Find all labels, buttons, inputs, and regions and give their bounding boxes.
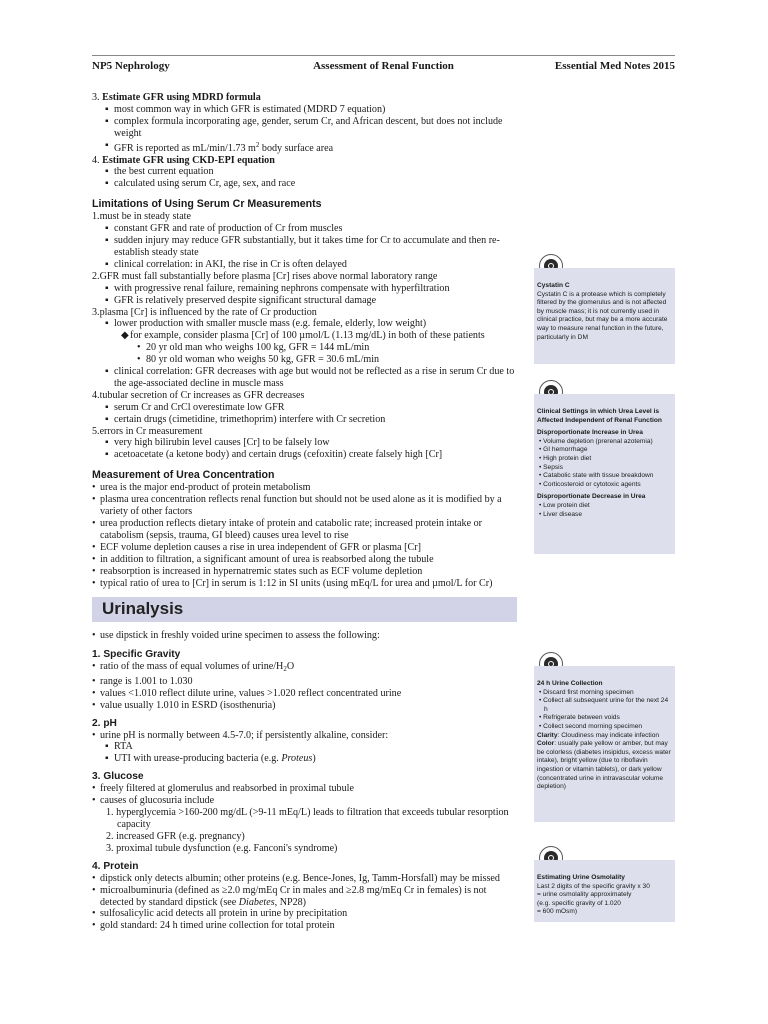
list-item: • causes of glucosuria include [92, 795, 215, 807]
list-item: 3.plasma [Cr] is influenced by the rate of Cr production [92, 306, 317, 318]
subsection-heading: 1. Specific Gravity [92, 648, 181, 660]
list-item: ▪ GFR is relatively preserved despite significant structural damage [105, 294, 377, 306]
list-item: • dipstick only detects albumin; other proteins (e.g. Bence-Jones, Ig, Tamm-Horsfall) may be missed [92, 872, 500, 884]
list-item: ▪ serum Cr and CrCl overestimate low GFR [105, 401, 285, 413]
section-heading: Measurement of Urea Concentration [92, 469, 275, 482]
urinalysis-column [92, 630, 522, 932]
list-item: • sulfosalicylic acid detects all protein in urine by precipitation [92, 908, 348, 920]
list-item: ▪ clinical correlation: GFR decreases with age but would not be reflected as a rise in serum Cr due to the age-associated decline in muscle mass [105, 366, 515, 389]
note-title: 24 h Urine Collection [537, 680, 603, 687]
note-subtitle: Disproportionate Increase in Urea [537, 429, 643, 437]
list-item: ▪ lower production with smaller muscle mass (e.g. female, elderly, low weight) [105, 318, 427, 330]
note-list-item: • Volume depletion (prerenal azotemia) [539, 437, 653, 445]
subsection-heading: 2. pH [92, 717, 117, 729]
list-item: ▪ complex formula incorporating age, gender, serum Cr, and African descent, but does not include weight [105, 115, 503, 139]
note-subtitle: Disproportionate Decrease in Urea [537, 493, 646, 501]
list-item: ◆ for example, consider plasma [Cr] of 100 µmol/L (1.13 mg/dL) in both of these patients [121, 330, 485, 342]
note-list-item: • Collect all subsequent urine for the next 24 h [539, 697, 669, 713]
sidebar-note-urea [534, 394, 675, 554]
list-item: • ECF volume depletion causes a rise in urea independent of GFR or plasma [Cr] [92, 541, 421, 553]
note-list-item: • GI hemorrhage [539, 446, 588, 454]
list-item: • urea is the major end-product of protein metabolism [92, 482, 311, 494]
note-list-item: • Corticosteroid or cytotoxic agents [539, 480, 641, 488]
note-line: = urine osmolality approximately [537, 891, 632, 899]
list-item: ▪ the best current equation [105, 166, 214, 178]
list-item: ▪ very high bilirubin level causes [Cr] to be falsely low [105, 437, 330, 449]
list-item: ▪ constant GFR and rate of production of Cr from muscles [105, 223, 343, 235]
list-item: ▪ UTI with urease-producing bacteria (e.g. Proteus) [105, 753, 316, 765]
list-item: ▪ acetoacetate (a ketone body) and certain drugs (cefoxitin) create falsely high [Cr] [105, 449, 443, 461]
list-item: • in addition to filtration, a significant amount of urea is reabsorbed along the tubule [92, 553, 434, 565]
main-column [92, 92, 522, 589]
list-item: • use dipstick in freshly voided urine specimen to assess the following: [92, 630, 380, 641]
list-item: 3. proximal tubule dysfunction (e.g. Fanconi's syndrome) [106, 842, 338, 854]
list-item: • 80 yr old woman who weighs 50 kg, GFR = 30.6 mL/min [137, 354, 380, 366]
note-list-item: • High protein diet [539, 454, 592, 462]
header-center: Assessment of Renal Function [313, 60, 454, 72]
decrease-list [537, 502, 672, 519]
list-item: ▪ with progressive renal failure, remaining nephrons compensate with hyperfiltration [105, 282, 450, 294]
list-item: • plasma urea concentration reflects renal function but should not be used alone as it is modified by a variety of other factors [92, 494, 502, 518]
note-list-item: • Discard first morning specimen [539, 688, 634, 696]
clarity-note: Clarity: Cloudiness may indicate infection [537, 731, 660, 739]
item-3: 3. Estimate GFR using MDRD formula [92, 92, 261, 103]
note-list-item: • Liver disease [539, 510, 582, 518]
list-item: 1. hyperglycemia >160-200 mg/dL (>9-11 mEq/L) leads to filtration that exceeds tubular resorption capacity [106, 807, 509, 830]
list-item: ▪ clinical correlation: in AKI, the rise in Cr is often delayed [105, 258, 347, 270]
note-title: Estimating Urine Osmolality [537, 874, 625, 881]
note-list-item: • Low protein diet [539, 501, 590, 509]
list-item: • microalbuminuria (defined as ≥2.0 mg/mEq Cr in males and ≥2.8 mg/mEq Cr in females) is not detected by standard dipstick (see Diabetes, NP28) [92, 884, 487, 908]
list-item: • freely filtered at glomerulus and reabsorbed in proximal tubule [92, 783, 354, 795]
list-item: • typical ratio of urea to [Cr] in serum is 1:12 in SI units (using mEq/L for urea and µmol/L for Cr) [92, 577, 493, 589]
list-item: • 20 yr old man who weighs 100 kg, GFR = 144 mL/min [137, 342, 370, 354]
list-item: • urine pH is normally between 4.5-7.0; if persistently alkaline, consider: [92, 729, 389, 741]
list-item: ▪ sudden injury may reduce GFR substantially, but it takes time for Cr to accumulate and then re-establish steady state [105, 235, 500, 258]
list-item: ▪ GFR is reported as mL/min/1.73 $m^2$ body surface area [105, 139, 334, 154]
list-item: • urea production reflects dietary intake of protein and catabolic rate; increased protein intake or catabolism (sepsis, trauma, GI bleed) causes urea level to rise [92, 518, 482, 541]
color-note: Color: usually pale yellow or amber, but may be colorless (diabetes insipidus, excess water intake), bright yellow (due to riboflavin ingestion or vitamin tablets), or dark yellow (concentrated urine in intravascular volume depletion) [537, 740, 671, 791]
note-list-item: • Sepsis [539, 463, 563, 471]
list-item: • value usually 1.010 in ESRD (isosthenuria) [92, 699, 276, 711]
sidebar-note-24h [534, 666, 675, 822]
sidebar-note-cystatin [534, 268, 675, 364]
header-right: Essential Med Notes 2015 [554, 60, 675, 72]
list-item: ▪ certain drugs (cimetidine, trimethoprim) interfere with Cr secretion [105, 413, 386, 425]
list-item: • ratio of the mass of equal volumes of urine/$H_2O$ [92, 660, 295, 673]
note-body: Cystatin C is a protease which is completely filtered by the glomerulus and is not affected by muscle mass; it is not currently used in clinical practice, but may be a more accurate way to measure renal function in the future, particularly in DM [537, 290, 668, 341]
note-line: Last 2 digits of the specific gravity x 30 [537, 882, 650, 890]
list-item: 4.tubular secretion of Cr increases as GFR decreases [92, 389, 305, 401]
list-item: ▪ RTA [105, 741, 133, 753]
note-line: (e.g. specific gravity of 1.020 [537, 899, 621, 907]
item-4: 4. Estimate GFR using CKD-EPI equation [92, 154, 275, 166]
list-item: ▪ calculated using serum Cr, age, sex, and race [105, 178, 296, 190]
section-banner [92, 597, 517, 622]
list-item: • gold standard: 24 h timed urine collection for total protein [92, 920, 335, 932]
banner-title: Urinalysis [102, 599, 184, 618]
note-title: Cystatin C [537, 282, 570, 289]
section-heading: Limitations of Using Serum Cr Measurements [92, 198, 322, 211]
note-list-item: • Refrigerate between voids [539, 714, 620, 722]
header-left: NP5 Nephrology [92, 60, 170, 72]
list-item: • range is 1.001 to 1.030 [92, 675, 193, 687]
list-item: 1.must be in steady state [92, 211, 191, 223]
list-item: 2.GFR must fall substantially before plasma [Cr] rises above normal laboratory range [92, 270, 438, 282]
note-line: = 600 mOsm) [537, 908, 578, 916]
list-item: 2. increased GFR (e.g. pregnancy) [106, 830, 245, 842]
note-title: Clinical Settings in which Urea Level is Affected Independent of Renal Function [537, 408, 662, 424]
list-item: • reabsorption is increased in hypernatremic states such as ECF volume depletion [92, 565, 423, 577]
list-item: ▪ most common way in which GFR is estimated (MDRD 7 equation) [105, 103, 386, 115]
header-rule [92, 55, 675, 56]
sidebar-note-osmolality [534, 860, 675, 922]
note-list-item: • Catabolic state with tissue breakdown [539, 472, 654, 480]
subsection-heading: 3. Glucose [92, 771, 144, 783]
list-item: • values <1.010 reflect dilute urine, values >1.020 reflect concentrated urine [92, 687, 402, 699]
note-list-item: • Collect second morning specimen [539, 722, 643, 730]
increase-list [537, 438, 672, 490]
list-item: 5.errors in Cr measurement [92, 425, 203, 437]
subsection-heading: 4. Protein [92, 860, 139, 872]
collection-list [537, 689, 672, 732]
